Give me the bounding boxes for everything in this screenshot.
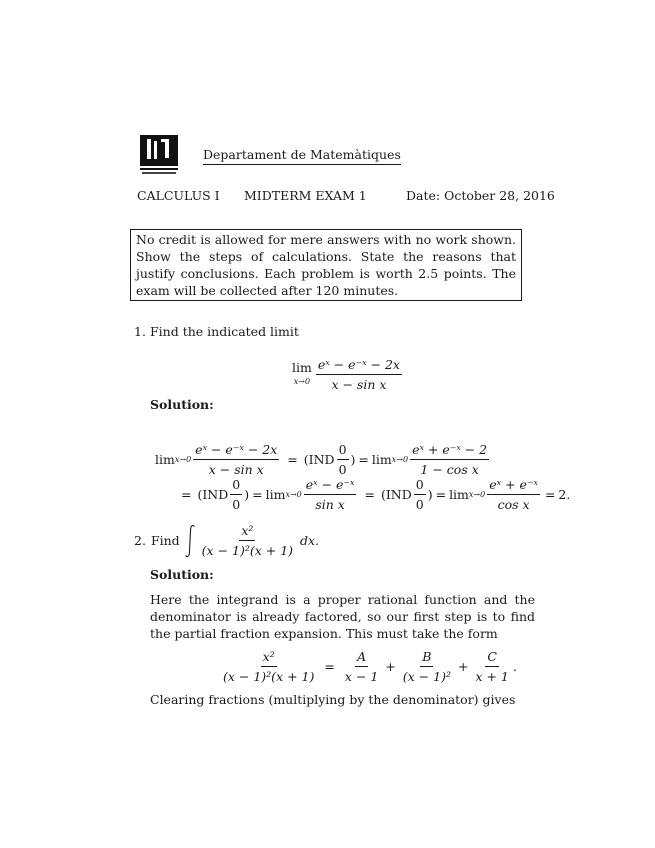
problem-1-number: 1. xyxy=(134,324,146,339)
eq-7: = xyxy=(544,487,556,502)
lim-subscript: x→0 xyxy=(293,377,311,386)
logo-graphic xyxy=(140,135,180,175)
eq-3: = xyxy=(181,487,192,502)
ind-3: (IND xyxy=(380,487,412,502)
integrand-numerator: x² xyxy=(239,522,255,541)
limit-expression xyxy=(292,356,404,393)
sol-frac-4-den: cos x xyxy=(497,497,530,512)
ind-frac-3-den: 0 xyxy=(415,497,424,512)
ind-frac-2 xyxy=(230,476,242,513)
pf-c-num: C xyxy=(485,648,499,667)
pf-lhs-num: x² xyxy=(261,648,277,667)
lim-4: lim xyxy=(449,487,469,502)
ind-frac-2-num: 0 xyxy=(230,476,242,495)
problem-1-prompt: Find the indicated limit xyxy=(150,324,299,339)
exam-name: MIDTERM EXAM 1 xyxy=(244,188,367,203)
problem-2-paragraph-1: Here the integrand is a proper rational function and the denominator is already factored, so our first step is to find the partial fraction expansion. This must take the form xyxy=(150,592,535,641)
ind-frac-3 xyxy=(414,476,426,513)
limit-denominator: x − sin x xyxy=(331,377,387,392)
sol-frac-4-num: eˣ + e⁻ˣ xyxy=(487,476,540,495)
pf-a-den: x − 1 xyxy=(344,669,379,684)
ind-frac-1-den: 0 xyxy=(338,462,347,477)
pf-plus-2: + xyxy=(457,659,469,674)
problem-2-statement xyxy=(134,522,319,559)
eq-5: = xyxy=(364,487,375,502)
sol-frac-2-den: 1 − cos x xyxy=(420,462,479,477)
pf-term-b xyxy=(401,648,453,685)
problem-1-solution-label: Solution: xyxy=(150,397,214,412)
university-logo xyxy=(140,135,180,175)
close-2: ) xyxy=(244,487,250,502)
eq-2: = xyxy=(358,452,369,467)
ind-frac-1-num: 0 xyxy=(337,441,349,460)
sol-frac-3-den: sin x xyxy=(315,497,345,512)
ind-frac-2-den: 0 xyxy=(232,497,241,512)
pf-b-num: B xyxy=(420,648,433,667)
pf-lhs xyxy=(221,648,316,685)
ind-2: (IND xyxy=(197,487,229,502)
differential-dx: dx. xyxy=(300,533,320,548)
lim-4-sub: x→0 xyxy=(468,490,486,499)
eq-4: = xyxy=(252,487,263,502)
lim-2-sub: x→0 xyxy=(391,455,409,464)
close-1: ) xyxy=(350,452,356,467)
lim-1: lim xyxy=(155,452,175,467)
lim-3-sub: x→0 xyxy=(285,490,302,499)
pf-term-a xyxy=(343,648,380,685)
sol-frac-1-den: x − sin x xyxy=(208,462,264,477)
lim-2: lim xyxy=(371,452,392,467)
ind-frac-1 xyxy=(337,441,349,478)
solution-1-line-1 xyxy=(155,441,491,478)
ind-1: (IND xyxy=(303,452,335,467)
course-name: CALCULUS I xyxy=(137,188,220,203)
limit-fraction xyxy=(316,356,402,393)
result-two: 2. xyxy=(558,487,571,502)
pf-plus-1: + xyxy=(385,659,396,674)
pf-lhs-den: (x − 1)²(x + 1) xyxy=(223,669,315,684)
department-name: Departament de Matemàtiques xyxy=(203,146,401,165)
sol-frac-1 xyxy=(193,441,279,478)
problem-2-solution-label: Solution: xyxy=(150,567,214,582)
ind-frac-3-num: 0 xyxy=(414,476,426,495)
instructions-box: No credit is allowed for mere answers with no work shown. Show the steps of calculations. State the reasons that justify conclusions. Each problem is worth 2.5 points. The exam will be collected after 120 minutes. xyxy=(130,229,522,301)
eq-6: = xyxy=(435,487,447,502)
sol-frac-3 xyxy=(304,476,357,513)
exam-date: Date: October 28, 2016 xyxy=(406,188,555,203)
pf-period: . xyxy=(512,659,517,674)
lim-3: lim xyxy=(265,487,286,502)
solution-1-line-2 xyxy=(181,476,570,513)
problem-2-prompt: Find xyxy=(150,533,180,548)
pf-c-den: x + 1 xyxy=(475,669,509,684)
pf-term-c xyxy=(473,648,510,685)
problem-2-paragraph-2: Clearing fractions (multiplying by the denominator) gives xyxy=(150,692,516,707)
sol-frac-3-num: eˣ − e⁻ˣ xyxy=(304,476,357,495)
close-3: ) xyxy=(427,487,433,502)
sol-frac-2-num: eˣ + e⁻ˣ − 2 xyxy=(410,441,489,460)
pf-eq: = xyxy=(324,659,335,674)
pf-a-num: A xyxy=(355,648,368,667)
integrand-denominator: (x − 1)²(x + 1) xyxy=(201,543,294,558)
pf-b-den: (x − 1)² xyxy=(402,669,451,684)
problem-2-number: 2. xyxy=(134,533,146,548)
lim-operator: lim xyxy=(292,360,312,375)
eq-1: = xyxy=(287,452,298,467)
partial-fraction-expansion xyxy=(219,648,517,685)
sol-frac-4 xyxy=(487,476,540,513)
lim-1-sub: x→0 xyxy=(174,455,192,464)
limit-numerator: eˣ − e⁻ˣ − 2x xyxy=(316,356,402,375)
integrand-fraction xyxy=(200,522,295,559)
integral-sign-icon xyxy=(184,524,196,558)
sol-frac-2 xyxy=(410,441,489,478)
sol-frac-1-num: eˣ − e⁻ˣ − 2x xyxy=(193,441,279,460)
